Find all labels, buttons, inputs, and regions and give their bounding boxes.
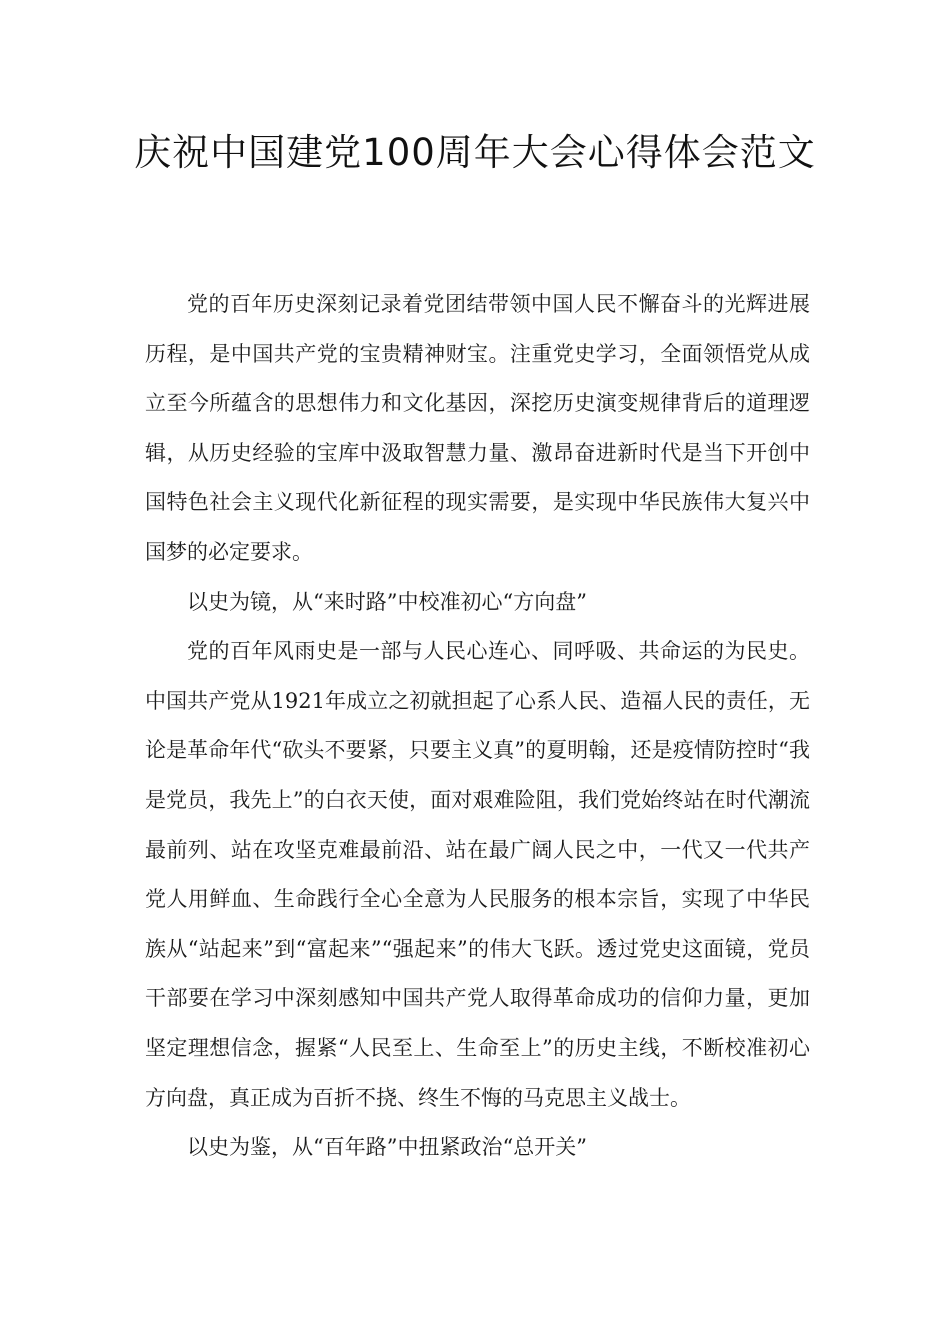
document-title: 庆祝中国建党100周年大会心得体会范文 bbox=[134, 131, 816, 174]
paragraph-intro: 党的百年历史深刻记录着党团结带领中国人民不懈奋斗的光辉进展历程，是中国共产党的宝贵精神财宝。注重党史学习，全面领悟党从成立至今所蕴含的思想伟力和文化基因，深挖历史演变规律背后的道理逻辑，从历史经验的宝库中汲取智慧力量、激昂奋进新时代是当下开创中国特色社会主义现代化新征程的现实需要，是实现中华民族伟大复兴中国梦的必定要求。 bbox=[145, 292, 810, 564]
section-heading-2: 以史为鉴，从“百年路”中扭紧政治“总开关” bbox=[187, 1135, 587, 1160]
document-body bbox=[145, 280, 810, 1173]
paragraph-section-1: 党的百年风雨史是一部与人民心连心、同呼吸、共命运的为民史。中国共产党从1921年成立之初就担起了心系人民、造福人民的责任，无论是革命年代“砍头不要紧，只要主义真”的夏明翰，还是疫情防控时“我是党员，我先上”的白衣天使，面对艰难险阻，我们党始终站在时代潮流最前列、站在攻坚克难最前沿、站在最广阔人民之中，一代又一代共产党人用鲜血、生命践行全心全意为人民服务的根本宗旨，实现了中华民族从“站起来”到“富起来”“强起来”的伟大飞跃。透过党史这面镜，党员干部要在学习中深刻感知中国共产党人取得革命成功的信仰力量，更加坚定理想信念，握紧“人民至上、生命至上”的历史主线，不断校准初心方向盘，真正成为百折不挠、终生不悔的马克思主义战士。 bbox=[145, 639, 810, 1110]
section-heading-1: 以史为镜，从“来时路”中校准初心“方向盘” bbox=[187, 589, 587, 614]
